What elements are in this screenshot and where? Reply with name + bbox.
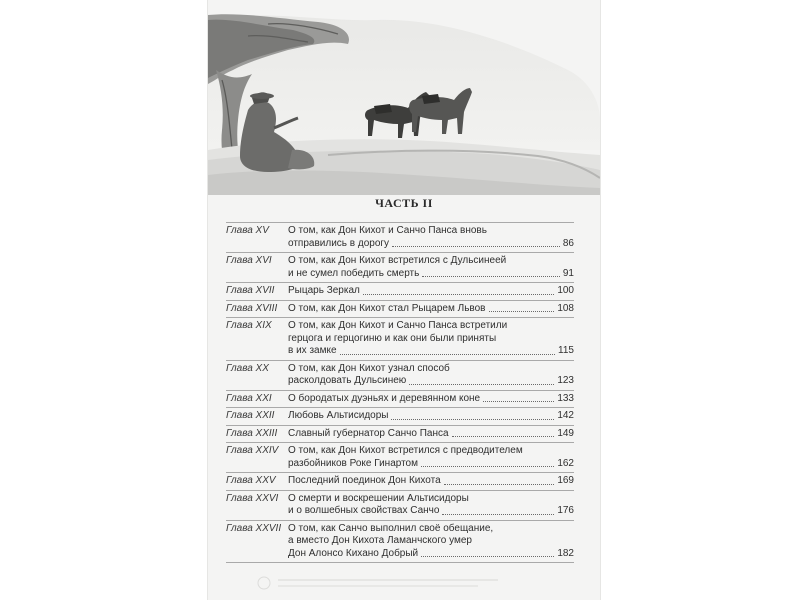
toc-page-number: 169 bbox=[557, 475, 574, 486]
toc-dot-leader bbox=[483, 401, 554, 402]
toc-chapter-number: Глава XV bbox=[226, 225, 269, 236]
toc-chapter-number: Глава XXII bbox=[226, 410, 275, 421]
toc-dot-leader bbox=[392, 246, 560, 247]
toc-chapter-number: Глава XVII bbox=[226, 285, 275, 296]
toc-leader-line bbox=[288, 375, 574, 388]
toc-page-number: 176 bbox=[557, 505, 574, 516]
toc-chapter-title bbox=[288, 493, 574, 518]
toc-title-line: О том, как Дон Кихот встретился с предводителем bbox=[288, 445, 523, 456]
illustration-knight-resting-with-horses bbox=[208, 0, 600, 195]
toc-title-last-line: Любовь Альтисидоры bbox=[288, 410, 389, 421]
toc-dot-leader bbox=[363, 294, 554, 295]
toc-page-number: 162 bbox=[557, 457, 574, 469]
toc-leader-line bbox=[288, 393, 574, 406]
toc-chapter-title bbox=[288, 255, 574, 280]
toc-leader-line bbox=[288, 458, 574, 471]
toc-dot-leader bbox=[391, 419, 554, 420]
toc-entry[interactable] bbox=[226, 408, 574, 426]
toc-title-line: О том, как Дон Кихот и Санчо Панса вновь bbox=[288, 225, 487, 236]
toc-leader-line bbox=[288, 238, 574, 251]
toc-chapter-title bbox=[288, 428, 574, 441]
toc-dot-leader bbox=[444, 484, 555, 485]
toc-chapter-title bbox=[288, 445, 574, 470]
book-page bbox=[208, 0, 600, 600]
toc-title-last-line: О том, как Дон Кихот стал Рыцарем Львов bbox=[288, 302, 486, 314]
part-title: ЧАСТЬ II bbox=[375, 196, 433, 210]
toc-chapter-number: Глава XX bbox=[226, 362, 269, 374]
toc-entry[interactable] bbox=[226, 426, 574, 444]
toc-chapter-number: Глава XXI bbox=[226, 392, 272, 404]
toc-entry[interactable] bbox=[226, 361, 574, 391]
toc-leader-line bbox=[288, 410, 574, 423]
toc-chapter-title bbox=[288, 393, 574, 406]
toc-title-last-line: разбойников Роке Гинартом bbox=[288, 457, 418, 469]
toc-chapter-number: Глава XVIII bbox=[226, 302, 278, 314]
toc-page-number: 149 bbox=[557, 427, 574, 439]
toc-leader-line bbox=[288, 285, 574, 298]
toc-chapter-number: Глава XXIII bbox=[226, 427, 278, 439]
toc-dot-leader bbox=[452, 436, 555, 437]
toc-title-last-line: Рыцарь Зеркал bbox=[288, 285, 360, 296]
toc-dot-leader bbox=[421, 556, 554, 557]
toc-dot-leader bbox=[421, 466, 554, 467]
toc-title-line: О том, как Дон Кихот узнал способ bbox=[288, 362, 450, 374]
toc-dot-leader bbox=[489, 311, 555, 312]
toc-title-last-line: Славный губернатор Санчо Панса bbox=[288, 427, 449, 439]
toc-chapter-title bbox=[288, 285, 574, 298]
toc-entry[interactable] bbox=[226, 443, 574, 473]
toc-chapter-number: Глава XIX bbox=[226, 320, 272, 331]
toc-chapter-number: Глава XXIV bbox=[226, 445, 279, 456]
toc-entry[interactable] bbox=[226, 222, 574, 253]
toc-entry[interactable] bbox=[226, 301, 574, 319]
toc-chapter-number: Глава XXV bbox=[226, 475, 276, 486]
toc-dot-leader bbox=[422, 276, 560, 277]
toc-chapter-title bbox=[288, 303, 574, 316]
toc-page-number: 123 bbox=[557, 375, 574, 386]
toc-title-line: а вместо Дон Кихота Ламанчского умер bbox=[288, 535, 472, 546]
toc-dot-leader bbox=[340, 354, 556, 355]
toc-dot-leader bbox=[409, 384, 554, 385]
toc-title-last-line: и не сумел победить смерть bbox=[288, 267, 420, 279]
toc-leader-line bbox=[288, 428, 574, 441]
toc-chapter-number: Глава XXVI bbox=[226, 492, 279, 504]
toc-entry[interactable] bbox=[226, 283, 574, 301]
toc-entry[interactable] bbox=[226, 253, 574, 283]
toc-page-number: 133 bbox=[557, 392, 574, 404]
toc-entry[interactable] bbox=[226, 473, 574, 491]
toc-chapter-title bbox=[288, 523, 574, 561]
toc-leader-line bbox=[288, 475, 574, 488]
toc-page-number: 182 bbox=[557, 547, 574, 559]
toc-title-last-line: Последний поединок Дон Кихота bbox=[288, 475, 441, 486]
toc-entry[interactable] bbox=[226, 521, 574, 564]
toc-chapter-title bbox=[288, 410, 574, 423]
toc-title-last-line: Дон Алонсо Кихано Добрый bbox=[288, 547, 419, 559]
toc-page-number: 142 bbox=[557, 410, 574, 421]
toc-leader-line bbox=[288, 345, 574, 358]
toc-page-number: 91 bbox=[562, 267, 574, 279]
toc-chapter-title bbox=[288, 475, 574, 488]
toc-title-line: О том, как Дон Кихот встретился с Дульсинеей bbox=[288, 255, 507, 266]
toc-page-number: 108 bbox=[557, 302, 574, 314]
toc-title-last-line: в их замке bbox=[288, 345, 337, 356]
toc-title-last-line: О бородатых дуэньях и деревянном коне bbox=[288, 392, 481, 404]
toc-entry[interactable] bbox=[226, 391, 574, 409]
toc-title-last-line: отправились в дорогу bbox=[288, 237, 390, 249]
toc-leader-line bbox=[288, 548, 574, 561]
table-of-contents bbox=[226, 222, 574, 563]
toc-page-number: 115 bbox=[558, 345, 574, 356]
toc-page-number: 100 bbox=[557, 285, 574, 296]
toc-page-number: 86 bbox=[562, 237, 574, 249]
toc-title-line: О том, как Дон Кихот и Санчо Панса встретили bbox=[288, 320, 508, 331]
toc-entry[interactable] bbox=[226, 491, 574, 521]
toc-chapter-title bbox=[288, 363, 574, 388]
toc-chapter-number: Глава XVI bbox=[226, 255, 272, 266]
toc-title-last-line: и о волшебных свойствах Санчо bbox=[288, 505, 440, 516]
toc-title-line: О смерти и воскрешении Альтисидоры bbox=[288, 492, 469, 504]
toc-leader-line bbox=[288, 268, 574, 281]
toc-title-line: герцога и герцогиню и как они были приняты bbox=[288, 332, 497, 344]
toc-chapter-title bbox=[288, 320, 574, 358]
toc-title-last-line: расколдовать Дульсинею bbox=[288, 375, 407, 386]
toc-entry[interactable] bbox=[226, 318, 574, 361]
toc-chapter-number: Глава XXVII bbox=[226, 522, 282, 534]
toc-leader-line bbox=[288, 505, 574, 518]
toc-dot-leader bbox=[442, 514, 554, 515]
faint-footer-print bbox=[208, 565, 600, 600]
toc-leader-line bbox=[288, 303, 574, 316]
toc-title-line: О том, как Санчо выполнил своё обещание, bbox=[288, 522, 494, 534]
toc-chapter-title bbox=[288, 225, 574, 250]
